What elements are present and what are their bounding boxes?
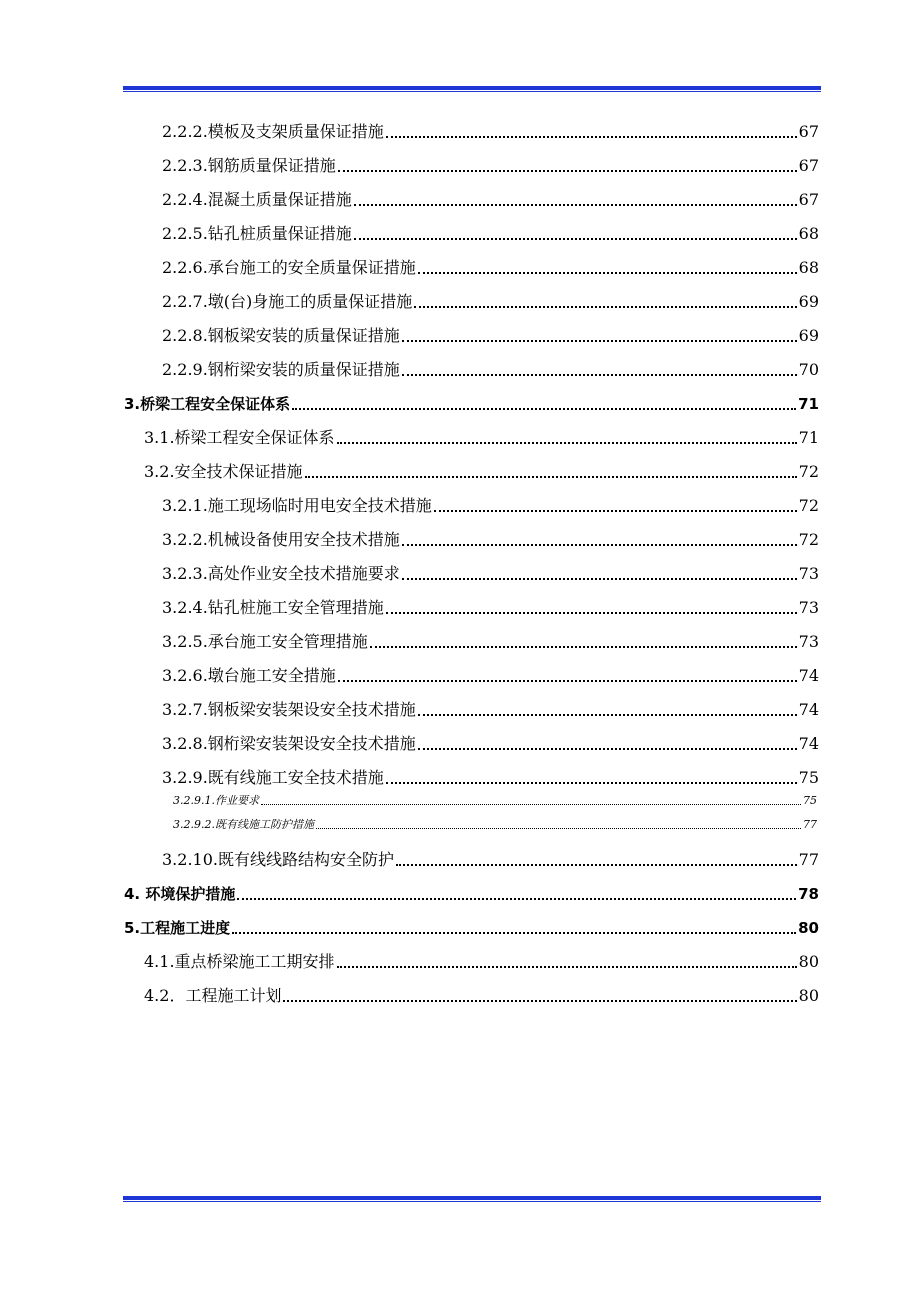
- toc-entry-page: 68: [798, 258, 819, 277]
- toc-entry-title: 2.2.7.墩(台)身施工的质量保证措施: [162, 292, 413, 311]
- toc-dot-leader: [418, 272, 797, 274]
- toc-entry-title: 4. 环境保护措施: [124, 885, 236, 903]
- toc-dot-leader: [354, 238, 797, 240]
- toc-entry[interactable]: [162, 560, 819, 584]
- toc-entry-page: 80: [798, 986, 819, 1005]
- toc-entry-title: 3.2.9.1.作业要求: [173, 794, 259, 807]
- toc-entry[interactable]: [162, 288, 819, 312]
- toc-entry-title: 3.桥梁工程安全保证体系: [124, 395, 291, 413]
- toc-dot-leader: [402, 544, 797, 546]
- toc-entry[interactable]: [162, 764, 819, 788]
- toc-entry-page: 74: [798, 700, 819, 719]
- toc-entry-title: 3.2.3.高处作业安全技术措施要求: [162, 564, 400, 583]
- toc-dot-leader: [337, 966, 797, 968]
- toc-entry-title: 2.2.5.钻孔桩质量保证措施: [162, 224, 352, 243]
- footer-rule-thin: [123, 1201, 821, 1202]
- toc-dot-leader: [305, 476, 797, 478]
- toc-dot-leader: [396, 864, 797, 866]
- toc-entry-page: 78: [798, 885, 819, 903]
- toc-dot-leader: [370, 646, 797, 648]
- toc-entry[interactable]: [162, 696, 819, 720]
- toc-dot-leader: [414, 306, 796, 308]
- toc-entry[interactable]: [173, 816, 817, 832]
- toc-entry-page: 72: [798, 496, 819, 515]
- toc-entry[interactable]: [144, 458, 819, 482]
- toc-dot-leader: [402, 340, 797, 342]
- toc-entry[interactable]: [162, 492, 819, 516]
- toc-entry-page: 70: [798, 360, 819, 379]
- toc-entry[interactable]: [173, 792, 817, 808]
- toc-entry-page: 69: [798, 326, 819, 345]
- toc-entry-title: 3.2.4.钻孔桩施工安全管理措施: [162, 598, 384, 617]
- toc-entry-title: 2.2.4.混凝土质量保证措施: [162, 190, 352, 209]
- toc-dot-leader: [338, 680, 797, 682]
- toc-entry-page: 72: [798, 462, 819, 481]
- toc-entry-title: 3.2.8.钢桁梁安装架设安全技术措施: [162, 734, 416, 753]
- toc-dot-leader: [292, 408, 796, 410]
- toc-entry[interactable]: [162, 254, 819, 278]
- toc-entry-title: 3.2.2.机械设备使用安全技术措施: [162, 530, 400, 549]
- toc-entry-title: 2.2.9.钢桁梁安装的质量保证措施: [162, 360, 400, 379]
- toc-entry-page: 74: [798, 734, 819, 753]
- toc-entry[interactable]: [144, 948, 819, 972]
- toc-dot-leader: [283, 1000, 796, 1002]
- toc-dot-leader: [338, 170, 797, 172]
- toc-entry[interactable]: [162, 356, 819, 380]
- toc-entry-title: 3.2.6.墩台施工安全措施: [162, 666, 336, 685]
- toc-entry-page: 73: [798, 632, 819, 651]
- toc-entry-title: 3.2.9.2.既有线施工防护措施: [173, 818, 314, 831]
- footer-rule: [123, 1196, 821, 1202]
- toc-entry-page: 69: [798, 292, 819, 311]
- toc-entry-title: 4.1.重点桥梁施工工期安排: [144, 952, 335, 971]
- toc-entry[interactable]: [124, 880, 819, 904]
- toc-entry-page: 72: [798, 530, 819, 549]
- toc-entry-page: 73: [798, 564, 819, 583]
- toc-dot-leader: [418, 714, 797, 716]
- toc-entry[interactable]: [162, 186, 819, 210]
- toc-entry-page: 71: [798, 428, 819, 447]
- toc-entry-page: 73: [798, 598, 819, 617]
- footer-rule-thick: [123, 1196, 821, 1200]
- toc-entry[interactable]: [162, 152, 819, 176]
- toc-dot-leader: [337, 442, 797, 444]
- toc-entry-page: 75: [803, 794, 817, 807]
- toc-entry[interactable]: [162, 118, 819, 142]
- toc-entry-page: 67: [798, 122, 819, 141]
- toc-entry-title: 2.2.3.钢筋质量保证措施: [162, 156, 336, 175]
- toc-entry-page: 68: [798, 224, 819, 243]
- header-rule-thin: [123, 91, 821, 92]
- toc-dot-leader: [237, 898, 796, 900]
- toc-dot-leader: [232, 932, 796, 934]
- toc-entry-title: 3.2.1.施工现场临时用电安全技术措施: [162, 496, 432, 515]
- toc-entry-title: 2.2.8.钢板梁安装的质量保证措施: [162, 326, 400, 345]
- toc-entry[interactable]: [162, 526, 819, 550]
- toc-entry-page: 80: [798, 952, 819, 971]
- toc-entry-title: 3.2.10.既有线线路结构安全防护: [162, 850, 394, 869]
- toc-entry[interactable]: [162, 846, 819, 870]
- toc-entry[interactable]: [162, 594, 819, 618]
- toc-entry[interactable]: [162, 220, 819, 244]
- toc-entry[interactable]: [162, 730, 819, 754]
- toc-entry-page: 74: [798, 666, 819, 685]
- toc-entry-page: 75: [798, 768, 819, 787]
- toc-entry-page: 67: [798, 156, 819, 175]
- toc-entry-page: 77: [798, 850, 819, 869]
- toc-entry[interactable]: [162, 662, 819, 686]
- toc-entry-title: 3.2.9.既有线施工安全技术措施: [162, 768, 384, 787]
- toc-entry-page: 77: [803, 818, 817, 831]
- toc-entry[interactable]: [144, 982, 819, 1006]
- toc-dot-leader: [418, 748, 797, 750]
- toc-dot-leader: [316, 828, 801, 829]
- toc-entry-page: 80: [798, 919, 819, 937]
- toc-entry-page: 71: [798, 395, 819, 413]
- toc-dot-leader: [386, 612, 797, 614]
- toc-entry[interactable]: [144, 424, 819, 448]
- toc-entry[interactable]: [124, 390, 819, 414]
- toc-dot-leader: [402, 374, 797, 376]
- toc-dot-leader: [261, 804, 801, 805]
- header-rule-thick: [123, 86, 821, 90]
- toc-entry-title: 2.2.6.承台施工的安全质量保证措施: [162, 258, 416, 277]
- toc-entry[interactable]: [124, 914, 819, 938]
- toc-dot-leader: [434, 510, 797, 512]
- toc-entry-title: 3.2.安全技术保证措施: [144, 462, 303, 481]
- toc-entry-title: 2.2.2.模板及支架质量保证措施: [162, 122, 384, 141]
- toc-dot-leader: [402, 578, 797, 580]
- toc-entry-title: 3.2.5.承台施工安全管理措施: [162, 632, 368, 651]
- toc-entry-page: 67: [798, 190, 819, 209]
- toc-entry-title: 3.2.7.钢板梁安装架设安全技术措施: [162, 700, 416, 719]
- toc-entry-title: 5.工程施工进度: [124, 919, 231, 937]
- toc-dot-leader: [354, 204, 797, 206]
- toc-entry[interactable]: [162, 322, 819, 346]
- toc-entry[interactable]: [162, 628, 819, 652]
- toc-dot-leader: [386, 782, 797, 784]
- toc-entry-title: 3.1.桥梁工程安全保证体系: [144, 428, 335, 447]
- toc-entry-title: 4.2．工程施工计划: [144, 986, 282, 1005]
- toc-dot-leader: [386, 136, 797, 138]
- header-rule: [123, 86, 821, 92]
